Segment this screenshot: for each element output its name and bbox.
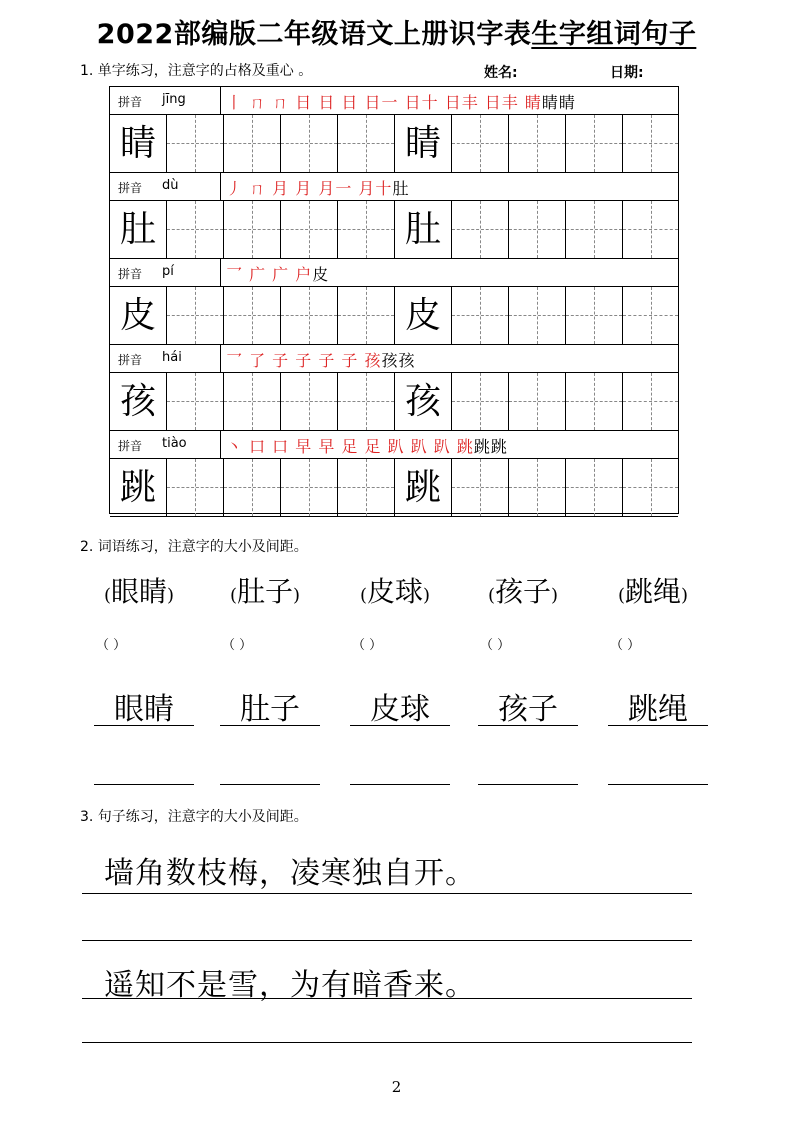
writing-box[interactable] (338, 373, 395, 430)
model-character: 睛 (404, 123, 441, 164)
word-with-parens: (眼睛) (104, 575, 175, 608)
writing-line[interactable] (82, 893, 692, 894)
writing-box[interactable] (167, 115, 224, 172)
writing-box[interactable] (281, 201, 338, 258)
title-underlined: 生字组词句子 (531, 19, 697, 50)
title-main: 2022部编版二年级语文上册识字表 (96, 19, 532, 50)
writing-box[interactable] (395, 115, 452, 172)
traced-word: 孩子 (498, 692, 558, 727)
blank-parens[interactable]: （ ） (352, 638, 383, 653)
writing-box[interactable] (452, 459, 509, 516)
writing-box[interactable] (452, 287, 509, 344)
pinyin-row (110, 173, 678, 201)
writing-box[interactable] (224, 373, 281, 430)
writing-box-row (110, 115, 678, 173)
pinyin-label: 拼音 (118, 439, 143, 453)
model-character: 皮 (119, 295, 156, 336)
writing-box[interactable] (395, 459, 452, 516)
pinyin-label: 拼音 (118, 353, 143, 367)
page-title (0, 12, 793, 51)
writing-box[interactable] (623, 373, 678, 430)
word-with-parens: (皮球) (360, 575, 431, 608)
writing-line[interactable] (82, 998, 692, 999)
stroke-order-final: 孩孩 (381, 351, 416, 370)
word-with-parens: (肚子) (230, 575, 301, 608)
stroke-order-final: 皮 (312, 265, 330, 284)
pinyin-value: hái (162, 350, 182, 365)
writing-box-row (110, 373, 678, 431)
writing-box[interactable] (224, 115, 281, 172)
writing-box[interactable] (281, 115, 338, 172)
model-character: 跳 (119, 467, 156, 508)
word-text: 皮球 (367, 575, 424, 608)
writing-box[interactable] (224, 459, 281, 516)
traced-word: 肚子 (240, 692, 300, 727)
pinyin-value: tiào (162, 436, 187, 451)
writing-box[interactable] (110, 115, 167, 172)
writing-box[interactable] (110, 373, 167, 430)
model-character: 肚 (119, 209, 156, 250)
divider (220, 431, 221, 458)
writing-box[interactable] (281, 287, 338, 344)
writing-box[interactable] (623, 201, 678, 258)
sentence-1: 墙角数枝梅，凌寒独自开。 (104, 856, 476, 891)
writing-box[interactable] (338, 201, 395, 258)
word-writing-line[interactable] (350, 725, 450, 726)
writing-box[interactable] (509, 287, 566, 344)
writing-box[interactable] (566, 459, 623, 516)
divider (220, 173, 221, 200)
stroke-order-final: 跳跳 (473, 437, 508, 456)
date-label: 日期: (610, 65, 644, 81)
writing-box[interactable] (338, 459, 395, 516)
stroke-order-strokes: 乛 了 子 子 子 子 孩 (226, 351, 382, 370)
pinyin-value: pí (162, 264, 174, 279)
section2-label: 2. 词语练习，注意字的大小及间距。 (80, 539, 308, 555)
word-writing-line[interactable] (478, 784, 578, 785)
writing-line[interactable] (82, 940, 692, 941)
writing-box[interactable] (338, 287, 395, 344)
writing-box[interactable] (110, 201, 167, 258)
stroke-order-strokes: 乛 广 广 户 (226, 265, 313, 284)
blank-parens[interactable]: （ ） (96, 638, 127, 653)
model-character: 跳 (404, 467, 441, 508)
writing-box[interactable] (224, 201, 281, 258)
blank-parens[interactable]: （ ） (610, 638, 641, 653)
word-writing-line[interactable] (608, 784, 708, 785)
writing-box[interactable] (623, 115, 678, 172)
traced-word: 皮球 (370, 692, 430, 727)
divider (220, 259, 221, 286)
stroke-order (226, 262, 329, 285)
stroke-order-strokes: 丿 ㄇ 月 月 月一 月十 (226, 179, 393, 198)
writing-box-row (110, 287, 678, 345)
word-writing-line[interactable] (350, 784, 450, 785)
pinyin-row (110, 87, 678, 115)
writing-box[interactable] (452, 201, 509, 258)
word-writing-line[interactable] (608, 725, 708, 726)
writing-box-row (110, 459, 678, 517)
writing-box[interactable] (623, 287, 678, 344)
pinyin-value: jīng (162, 92, 186, 107)
writing-box[interactable] (509, 373, 566, 430)
stroke-order-final: 睛睛 (541, 93, 576, 112)
writing-box[interactable] (224, 287, 281, 344)
writing-box[interactable] (281, 459, 338, 516)
model-character: 皮 (404, 295, 441, 336)
writing-box[interactable] (395, 373, 452, 430)
section3-label: 3. 句子练习，注意字的大小及间距。 (80, 809, 308, 825)
blank-parens[interactable]: （ ） (222, 638, 253, 653)
writing-box[interactable] (110, 287, 167, 344)
name-label: 姓名: (484, 65, 518, 81)
blank-parens[interactable]: （ ） (480, 638, 511, 653)
word-writing-line[interactable] (94, 725, 194, 726)
word-with-parens: (跳绳) (618, 575, 689, 608)
pinyin-label: 拼音 (118, 267, 143, 281)
divider (220, 87, 221, 114)
word-text: 孩子 (495, 575, 552, 608)
writing-box-row (110, 201, 678, 259)
writing-box[interactable] (110, 459, 167, 516)
word-text: 眼睛 (111, 575, 168, 608)
writing-box[interactable] (167, 201, 224, 258)
word-writing-line[interactable] (220, 725, 320, 726)
pinyin-label: 拼音 (118, 181, 143, 195)
traced-word: 跳绳 (628, 692, 688, 727)
model-character: 孩 (119, 381, 156, 422)
writing-box[interactable] (452, 373, 509, 430)
writing-box[interactable] (566, 373, 623, 430)
word-with-parens: (孩子) (488, 575, 559, 608)
pinyin-row (110, 431, 678, 459)
writing-box[interactable] (167, 287, 224, 344)
stroke-order-final: 肚 (392, 179, 410, 198)
writing-box[interactable] (509, 115, 566, 172)
section1-label: 1. 单字练习，注意字的占格及重心 。 (80, 63, 313, 79)
writing-line[interactable] (82, 1042, 692, 1043)
writing-box[interactable] (623, 459, 678, 516)
stroke-order-strokes: 丨 ㄇ ㄇ 日 日 日 日一 日十 日丰 日丰 睛 (226, 93, 542, 112)
writing-box[interactable] (509, 201, 566, 258)
word-text: 肚子 (237, 575, 294, 608)
stroke-order (226, 348, 416, 371)
word-writing-line[interactable] (94, 784, 194, 785)
writing-box[interactable] (167, 373, 224, 430)
stroke-order (226, 176, 409, 199)
stroke-order (226, 434, 508, 457)
character-practice-grid (109, 86, 679, 514)
word-writing-line[interactable] (220, 784, 320, 785)
writing-box[interactable] (167, 459, 224, 516)
model-character: 肚 (404, 209, 441, 250)
stroke-order-strokes: 丶 口 口 早 早 足 足 趴 趴 趴 跳 (226, 437, 474, 456)
sentence-2: 遥知不是雪，为有暗香来。 (104, 968, 476, 1003)
pinyin-label: 拼音 (118, 95, 143, 109)
pinyin-row (110, 345, 678, 373)
writing-box[interactable] (452, 115, 509, 172)
word-writing-line[interactable] (478, 725, 578, 726)
writing-box[interactable] (566, 115, 623, 172)
word-text: 跳绳 (625, 575, 682, 608)
traced-word: 眼睛 (114, 692, 174, 727)
writing-box[interactable] (566, 201, 623, 258)
writing-box[interactable] (395, 201, 452, 258)
stroke-order (226, 90, 576, 113)
writing-box[interactable] (395, 287, 452, 344)
writing-box[interactable] (566, 287, 623, 344)
writing-box[interactable] (338, 115, 395, 172)
writing-box[interactable] (509, 459, 566, 516)
divider (220, 345, 221, 372)
pinyin-value: dù (162, 178, 179, 193)
model-character: 睛 (119, 123, 156, 164)
writing-box[interactable] (281, 373, 338, 430)
page-number: 2 (391, 1078, 402, 1096)
model-character: 孩 (404, 381, 441, 422)
pinyin-row (110, 259, 678, 287)
